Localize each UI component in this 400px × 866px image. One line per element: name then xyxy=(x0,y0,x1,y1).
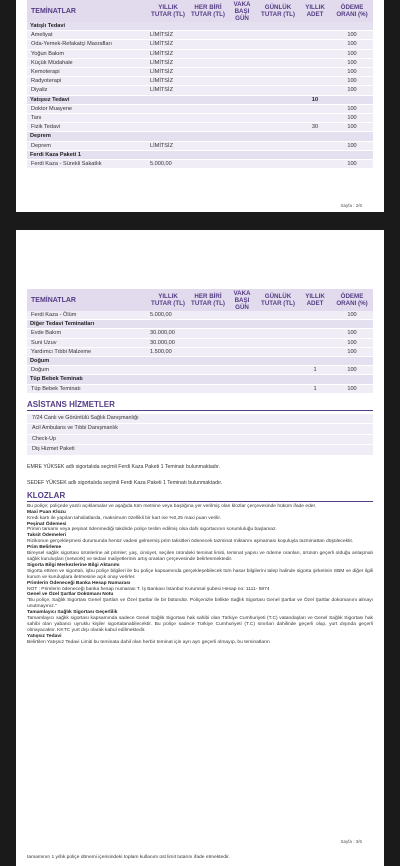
coverage-value-cell xyxy=(299,49,331,58)
coverage-value-cell xyxy=(257,384,299,393)
coverage-value-cell xyxy=(189,58,227,67)
coverage-value-cell xyxy=(257,31,299,40)
coverage-value-cell: 5.000,00 xyxy=(147,311,189,320)
coverage-value-cell xyxy=(299,77,331,86)
coverage-value-cell: 100 xyxy=(331,141,373,150)
document-page-2 xyxy=(16,230,384,848)
coverage-name-cell: Yatışlı Tedavi xyxy=(27,22,147,31)
col-header-teminatlar: TEMİNATLAR xyxy=(27,289,147,311)
coverage-name-cell: Yatışsız Tedavi xyxy=(27,95,147,104)
coverage-value-cell: 100 xyxy=(331,160,373,169)
coverage-value-cell xyxy=(227,375,257,384)
coverage-value-cell xyxy=(299,58,331,67)
coverage-value-cell xyxy=(147,375,189,384)
table-row xyxy=(27,160,373,169)
coverage-value-cell xyxy=(189,338,227,347)
coverage-value-cell xyxy=(227,104,257,113)
coverage-value-cell xyxy=(189,22,227,31)
coverage-name-cell: Yardımcı Tıbbi Malzeme xyxy=(27,347,147,356)
coverage-value-cell xyxy=(147,123,189,132)
coverage-name-cell: Ferdi Kaza - Ölüm xyxy=(27,311,147,320)
kloz-body: Sigorta ettiren ve sigortalı, işbu poliçe bilgileri ile bu poliçe kapsamında gerçekleşebilecek tüm hasar bilgilerini talep halinde sigorta şirketinin SBM ve diğer ilgili kurum ve kuruluşlara iletmesine açık onay verirler. xyxy=(27,568,373,580)
coverage-value-cell: 100 xyxy=(331,40,373,49)
col-header-gunluk-tutar: GÜNLÜK TUTAR (TL) xyxy=(257,289,299,311)
coverage-name-cell: Tüp Bebek Teminatı xyxy=(27,384,147,393)
coverage-value-cell xyxy=(257,338,299,347)
coverage-value-cell: LİMİTSİZ xyxy=(147,31,189,40)
coverage-value-cell xyxy=(299,329,331,338)
coverage-value-cell xyxy=(227,132,257,141)
kloz-item xyxy=(27,610,373,634)
coverage-value-cell xyxy=(257,104,299,113)
coverage-value-cell xyxy=(227,320,257,329)
coverage-value-cell xyxy=(299,104,331,113)
document-page-1 xyxy=(16,0,384,212)
kloz-body: Tamamlayıcı sağlık sigortası kapsamında sadece Genel Sağlık Sigortası hak sahibi olan Türkiye Cumhuriyeti (T.C) vatandaşları ve Genel Sağlık Sigortası hak sahibi olan yabancı uyruklu kişiler sigortalanabilecektir. Bu poliçe sadece Türkiye Cumhuriyeti (T.C) sınırları dahilinde geçerli olup, yurt dışında geçerli olmayacaktır. KKTC yurt dışı olarak kabul edilmektedir. xyxy=(27,616,373,633)
coverage-value-cell: LİMİTSİZ xyxy=(147,77,189,86)
kloz-heading: Prim Belirleme xyxy=(27,545,62,551)
coverage-value-cell xyxy=(189,40,227,49)
coverage-value-cell xyxy=(147,384,189,393)
col-header-yillik-tutar: YILLIK TUTAR (TL) xyxy=(147,289,189,311)
coverage-value-cell xyxy=(257,311,299,320)
col-header-yillik-tutar: YILLIK TUTAR (TL) xyxy=(147,0,189,22)
coverage-value-cell xyxy=(147,320,189,329)
coverage-value-cell xyxy=(331,375,373,384)
coverage-value-cell xyxy=(257,22,299,31)
col-header-her-biri-tutar: HER BİRİ TUTAR (TL) xyxy=(189,289,227,311)
coverage-value-cell xyxy=(331,22,373,31)
table-row xyxy=(27,114,373,123)
coverage-value-cell xyxy=(189,150,227,159)
coverage-value-cell xyxy=(227,86,257,95)
coverage-name-cell: Doğum xyxy=(27,366,147,375)
coverage-value-cell xyxy=(147,95,189,104)
coverage-name-cell: Ferdi Kaza Paketi 1 xyxy=(27,150,147,159)
coverage-value-cell xyxy=(331,132,373,141)
table-group-row xyxy=(27,150,373,159)
coverage-value-cell xyxy=(189,329,227,338)
coverage-value-cell xyxy=(189,86,227,95)
coverage-value-cell: 100 xyxy=(331,347,373,356)
coverage-value-cell: 100 xyxy=(331,311,373,320)
table-group-row xyxy=(27,132,373,141)
table-row xyxy=(27,329,373,338)
coverage-value-cell: LİMİTSİZ xyxy=(147,86,189,95)
col-header-vaka-basi-gun: VAKA BAŞI GÜN xyxy=(227,289,257,311)
table-header-row xyxy=(27,289,373,311)
coverage-value-cell xyxy=(299,160,331,169)
coverage-value-cell xyxy=(147,22,189,31)
coverage-table-2 xyxy=(27,289,373,394)
coverage-value-cell xyxy=(227,40,257,49)
insured-note-emre: EMRE YÜKSEK adlı sigortalıda seçimli Ferdi Kaza Paketi 1 Teminatı bulunmaktadır. xyxy=(27,463,220,470)
coverage-value-cell xyxy=(299,338,331,347)
col-header-vaka-basi-gun: VAKA BAŞI GÜN xyxy=(227,0,257,22)
coverage-value-cell xyxy=(257,77,299,86)
table-row xyxy=(27,141,373,150)
asistans-item: Acil Ambulans ve Tıbbi Danışmanlık xyxy=(27,424,373,434)
coverage-value-cell: 100 xyxy=(331,338,373,347)
coverage-value-cell: 30.000,00 xyxy=(147,338,189,347)
coverage-value-cell xyxy=(257,132,299,141)
coverage-name-cell: Doğum xyxy=(27,357,147,366)
coverage-value-cell xyxy=(257,357,299,366)
kloz-item xyxy=(27,592,373,610)
klozlar-list xyxy=(16,510,384,646)
coverage-value-cell xyxy=(299,311,331,320)
table-group-row xyxy=(27,375,373,384)
coverage-value-cell xyxy=(227,49,257,58)
asistans-list xyxy=(27,414,373,455)
coverage-name-cell: Doktor Muayene xyxy=(27,104,147,113)
coverage-value-cell xyxy=(227,114,257,123)
table-row xyxy=(27,384,373,393)
coverage-value-cell xyxy=(299,86,331,95)
coverage-value-cell: 1 xyxy=(299,384,331,393)
table-row xyxy=(27,40,373,49)
kloz-heading: Peşinat Ödemesi xyxy=(27,521,67,527)
coverage-value-cell xyxy=(227,338,257,347)
coverage-value-cell: 100 xyxy=(331,104,373,113)
coverage-value-cell xyxy=(189,311,227,320)
table-group-row xyxy=(27,320,373,329)
coverage-name-cell: Deprem xyxy=(27,141,147,150)
coverage-value-cell xyxy=(189,95,227,104)
coverage-value-cell: LİMİTSİZ xyxy=(147,141,189,150)
coverage-value-cell xyxy=(257,95,299,104)
table-row xyxy=(27,123,373,132)
coverage-value-cell xyxy=(299,320,331,329)
coverage-value-cell xyxy=(299,22,331,31)
coverage-name-cell: Evde Bakım xyxy=(27,329,147,338)
coverage-value-cell xyxy=(147,366,189,375)
insured-note-sedef: SEDEF YÜKSEK adlı sigortalıda seçimli Ferdi Kaza Paketi 1 Teminatı bulunmaktadır. xyxy=(27,479,223,486)
table-row xyxy=(27,366,373,375)
coverage-value-cell xyxy=(299,68,331,77)
coverage-name-cell: Deprem xyxy=(27,132,147,141)
kloz-item xyxy=(27,563,373,581)
asistans-item: 7/24 Canlı ve Görüntülü Sağlık Danışmanlığı xyxy=(27,414,373,424)
coverage-value-cell xyxy=(299,40,331,49)
coverage-value-cell xyxy=(227,95,257,104)
coverage-value-cell xyxy=(257,347,299,356)
coverage-value-cell xyxy=(189,347,227,356)
asistans-section-title: ASİSTANS HİZMETLER xyxy=(27,400,373,411)
table-row xyxy=(27,104,373,113)
coverage-value-cell xyxy=(331,357,373,366)
col-header-gunluk-tutar: GÜNLÜK TUTAR (TL) xyxy=(257,0,299,22)
col-header-teminatlar: TEMİNATLAR xyxy=(27,0,147,22)
table-row xyxy=(27,31,373,40)
coverage-value-cell xyxy=(299,132,331,141)
kloz-item xyxy=(27,634,373,646)
coverage-value-cell xyxy=(331,95,373,104)
coverage-value-cell xyxy=(227,123,257,132)
coverage-value-cell xyxy=(299,347,331,356)
coverage-value-cell: 100 xyxy=(331,58,373,67)
coverage-value-cell xyxy=(227,347,257,356)
col-header-her-biri-tutar: HER BİRİ TUTAR (TL) xyxy=(189,0,227,22)
coverage-value-cell xyxy=(257,375,299,384)
coverage-value-cell xyxy=(299,357,331,366)
coverage-value-cell: 100 xyxy=(331,114,373,123)
asistans-item: Diş Hizmet Paketi xyxy=(27,445,373,455)
coverage-name-cell: Ameliyat xyxy=(27,31,147,40)
coverage-value-cell: 30 xyxy=(299,123,331,132)
coverage-value-cell: LİMİTSİZ xyxy=(147,49,189,58)
coverage-value-cell xyxy=(257,160,299,169)
coverage-value-cell xyxy=(147,150,189,159)
coverage-value-cell: 100 xyxy=(331,77,373,86)
kloz-body: NOT : Primlerin ödeneceği banka hesap numarası T. İş Bankası İstanbul Kurumsal şubesi Hesap no: 1111- 5874 xyxy=(27,586,270,592)
coverage-value-cell xyxy=(227,22,257,31)
coverage-name-cell: Kemoterapi xyxy=(27,68,147,77)
kloz-heading: Sigorta Bilgi Merkezlerine Bilgi Aktarımı xyxy=(27,562,120,568)
table-row xyxy=(27,86,373,95)
table-row xyxy=(27,347,373,356)
coverage-value-cell xyxy=(257,86,299,95)
table-row xyxy=(27,58,373,67)
coverage-value-cell: 30.000,00 xyxy=(147,329,189,338)
coverage-value-cell xyxy=(189,320,227,329)
kloz-body: "Bu poliçe, Sağlık Sigortası Genel Şartları ve Özel Şartlar ile bir bütündür. Poliçenizle birlikte Sağlık Sigortası Genel Şartlar ve Özel Şartlar dokümanını almayı unutmayınız." xyxy=(27,598,373,610)
page-number: Sayfa : 3/6 xyxy=(340,839,362,844)
coverage-value-cell xyxy=(331,150,373,159)
coverage-value-cell xyxy=(189,49,227,58)
coverage-value-cell: 100 xyxy=(331,68,373,77)
coverage-value-cell xyxy=(189,114,227,123)
coverage-value-cell xyxy=(227,31,257,40)
coverage-value-cell: 1 xyxy=(299,366,331,375)
coverage-value-cell xyxy=(257,58,299,67)
coverage-value-cell xyxy=(147,114,189,123)
kloz-body: Bireysel sağlık sigortası ürünlerine ait primler; yaş, cinsiyet, seçilen üründeki teminat limiti, teminat yapısı ve ödeme oranları, ürünün geçerli olduğu anlaşmalı sağlık kuruluşları (network) ve tedavi maliyetlerinin artış oranları çerçevesinde belirlenmektedir. xyxy=(27,551,373,562)
coverage-value-cell xyxy=(189,160,227,169)
coverage-value-cell xyxy=(299,150,331,159)
col-header-yillik-adet: YILLIK ADET xyxy=(299,0,331,22)
coverage-name-cell: Tüp Bebek Teminatı xyxy=(27,375,147,384)
coverage-value-cell xyxy=(299,375,331,384)
coverage-value-cell xyxy=(257,150,299,159)
coverage-value-cell xyxy=(189,366,227,375)
coverage-value-cell: LİMİTSİZ xyxy=(147,68,189,77)
coverage-value-cell xyxy=(227,366,257,375)
coverage-value-cell xyxy=(227,68,257,77)
kloz-item xyxy=(27,533,373,545)
col-header-odeme-orani: ÖDEME ORANI (%) xyxy=(331,289,373,311)
kloz-body: Rizikonun gerçekleşmesi durumunda henüz vadesi gelmemiş prim taksitleri ödenecek tazminat miktarını aşmaması koşuluyla tazminattan düşülecektir. xyxy=(27,539,354,545)
coverage-value-cell xyxy=(257,49,299,58)
coverage-name-cell: Oda-Yemek-Refakatçi Masrafları xyxy=(27,40,147,49)
coverage-value-cell xyxy=(189,132,227,141)
coverage-value-cell xyxy=(189,141,227,150)
kloz-heading: Maxi Puan Klozu xyxy=(27,509,66,515)
coverage-value-cell xyxy=(189,375,227,384)
coverage-name-cell: Radyoterapi xyxy=(27,77,147,86)
coverage-name-cell: Yoğun Bakım xyxy=(27,49,147,58)
table-row xyxy=(27,338,373,347)
coverage-value-cell xyxy=(227,77,257,86)
coverage-value-cell: 100 xyxy=(331,49,373,58)
coverage-value-cell: LİMİTSİZ xyxy=(147,58,189,67)
coverage-value-cell: 100 xyxy=(331,329,373,338)
coverage-value-cell xyxy=(227,160,257,169)
klozlar-section-title: KLOZLAR xyxy=(27,491,373,502)
coverage-name-cell: Tanı xyxy=(27,114,147,123)
kloz-heading: Yatışsız Tedavi xyxy=(27,633,62,639)
table-header-row xyxy=(27,0,373,22)
coverage-value-cell xyxy=(189,77,227,86)
coverage-name-cell: Fizik Tedavi xyxy=(27,123,147,132)
table-row xyxy=(27,77,373,86)
page-number: Sayfa : 2/6 xyxy=(340,203,362,208)
page3-text: tamamının 1 yıllık poliçe dönemi içerisindeki toplam kullanım üst limit tutarını ifade etmektedir. xyxy=(27,855,230,860)
coverage-value-cell xyxy=(257,329,299,338)
coverage-value-cell xyxy=(147,104,189,113)
coverage-value-cell xyxy=(189,384,227,393)
kloz-heading: Primlerin Ödeneceği Banka Hesap Numarası xyxy=(27,580,131,586)
coverage-value-cell: 10 xyxy=(299,95,331,104)
coverage-value-cell: 5.000,00 xyxy=(147,160,189,169)
coverage-value-cell xyxy=(189,68,227,77)
table-group-row xyxy=(27,357,373,366)
coverage-value-cell: 100 xyxy=(331,31,373,40)
klozlar-intro: Bu poliçe; poliçede yazılı açıklamalar ve aşağıda tüm metnine veya başlığına yer verilmiş olan klozlar çerçevesinde hüküm ifade eder. xyxy=(27,503,317,509)
coverage-name-cell: Diğer Tedavi Teminatları xyxy=(27,320,147,329)
table-group-row xyxy=(27,95,373,104)
kloz-item xyxy=(27,545,373,563)
coverage-value-cell: 100 xyxy=(331,123,373,132)
coverage-value-cell xyxy=(189,104,227,113)
coverage-value-cell xyxy=(147,132,189,141)
coverage-value-cell xyxy=(147,357,189,366)
coverage-value-cell xyxy=(331,320,373,329)
coverage-value-cell xyxy=(189,357,227,366)
coverage-value-cell xyxy=(257,141,299,150)
table-row xyxy=(27,68,373,77)
coverage-value-cell: 100 xyxy=(331,366,373,375)
coverage-value-cell xyxy=(227,357,257,366)
col-header-yillik-adet: YILLIK ADET xyxy=(299,289,331,311)
kloz-heading: Genel ve Özel Şartlar Dokümanı Notu xyxy=(27,592,114,598)
coverage-value-cell xyxy=(189,31,227,40)
document-page-3 xyxy=(16,848,384,866)
coverage-value-cell xyxy=(299,114,331,123)
kloz-body: Kredi kartı ile yapılan tahsilatlarda, maksimum özellikli bir kart ise %0,25 maxi puan verilir. xyxy=(27,515,222,521)
coverage-value-cell xyxy=(227,329,257,338)
coverage-value-cell: 100 xyxy=(331,86,373,95)
kloz-heading: Taksit Ödemeleri xyxy=(27,533,67,539)
table-row xyxy=(27,49,373,58)
coverage-value-cell xyxy=(227,150,257,159)
kloz-item xyxy=(27,581,373,593)
kloz-item xyxy=(27,510,373,522)
coverage-value-cell: 100 xyxy=(331,384,373,393)
coverage-value-cell xyxy=(257,40,299,49)
asistans-item: Check-Up xyxy=(27,435,373,445)
coverage-name-cell: Suni Uzuv xyxy=(27,338,147,347)
coverage-value-cell: LİMİTSİZ xyxy=(147,40,189,49)
coverage-name-cell: Ferdi Kaza - Sürekli Sakatlık xyxy=(27,160,147,169)
coverage-value-cell xyxy=(257,320,299,329)
coverage-value-cell xyxy=(257,123,299,132)
coverage-value-cell xyxy=(257,68,299,77)
col-header-odeme-orani: ÖDEME ORANI (%) xyxy=(331,0,373,22)
table-group-row xyxy=(27,22,373,31)
kloz-item xyxy=(27,522,373,534)
kloz-body: Belirtilen Yatışsız Tedavi Limiti bu teminata dahil olan herbir teminat için ayrı ayrı geçerli olmayıp, bu teminatların xyxy=(27,639,270,645)
coverage-value-cell xyxy=(299,31,331,40)
coverage-value-cell: 1.500,00 xyxy=(147,347,189,356)
coverage-name-cell: Küçük Müdahale xyxy=(27,58,147,67)
coverage-value-cell xyxy=(257,114,299,123)
coverage-value-cell xyxy=(257,366,299,375)
coverage-value-cell xyxy=(227,58,257,67)
coverage-value-cell xyxy=(227,384,257,393)
kloz-heading: Tamamlayıcı Sağlık Sigortası Geçerlilik xyxy=(27,610,118,616)
coverage-value-cell xyxy=(227,311,257,320)
coverage-value-cell xyxy=(227,141,257,150)
kloz-body: Primin tamamı veya peşinat ödenmediği takdirde poliçe teslim edilmiş olsa dahi sigortacının sorumluluğu başlamaz. xyxy=(27,527,277,533)
coverage-value-cell xyxy=(299,141,331,150)
table-row xyxy=(27,311,373,320)
coverage-name-cell: Diyaliz xyxy=(27,86,147,95)
coverage-value-cell xyxy=(189,123,227,132)
coverage-table-1 xyxy=(27,0,373,169)
